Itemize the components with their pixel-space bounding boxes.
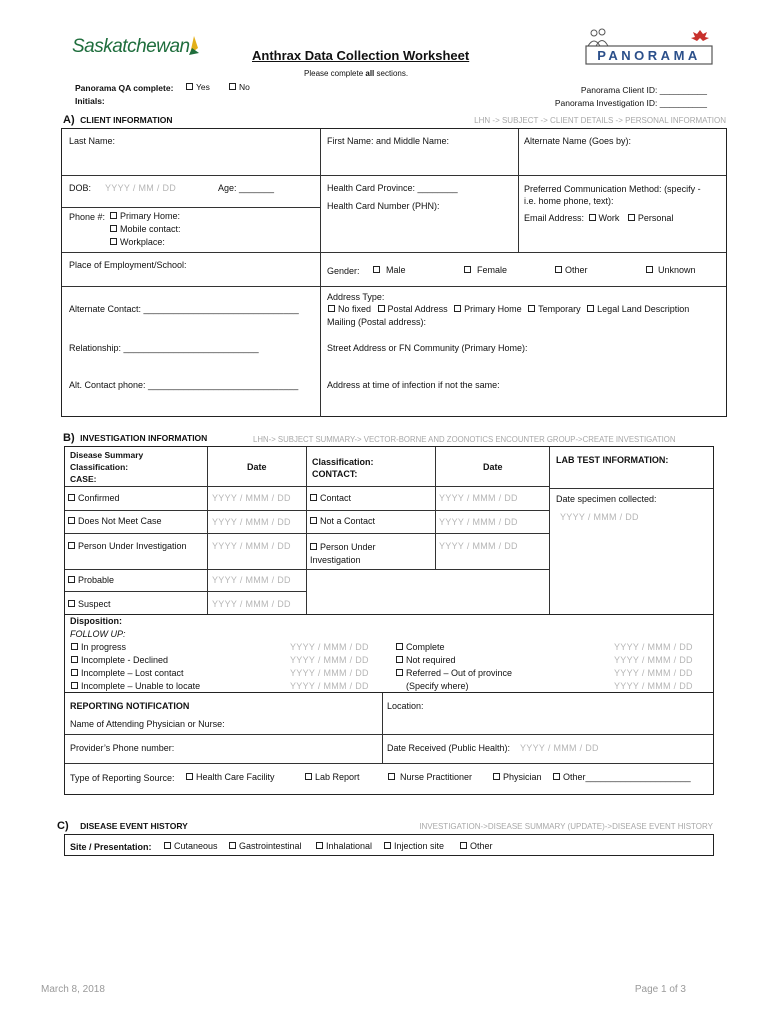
health-card-province-field[interactable]: Health Card Province: ________ — [327, 183, 458, 193]
relationship-field[interactable]: Relationship: ___________________________ — [69, 343, 259, 353]
qa-yes-option[interactable]: Yes — [186, 82, 210, 92]
site-inhalational-option[interactable]: Inhalational — [316, 841, 372, 851]
checkbox-icon — [110, 225, 117, 232]
health-card-number-field[interactable]: Health Card Number (PHN): — [327, 201, 440, 211]
checkbox-icon — [628, 214, 635, 221]
disp-complete-date[interactable]: YYYY / MMM / DD — [614, 642, 693, 652]
disp-referred-option[interactable]: Referred – Out of province — [396, 668, 512, 678]
disp-specify-label: (Specify where) — [406, 681, 469, 691]
alt-contact-phone-field[interactable]: Alt. Contact phone: ______________________________ — [69, 380, 299, 390]
src-physician-option[interactable]: Physician — [493, 772, 542, 782]
checkbox-icon — [589, 214, 596, 221]
dob-input[interactable]: YYYY / MM / DD — [105, 183, 177, 193]
date-received-input[interactable]: YYYY / MMM / DD — [520, 743, 599, 753]
disp-in-progress-option[interactable]: In progress — [71, 642, 126, 652]
panorama-client-id: Panorama Client ID: __________ — [580, 85, 707, 95]
footer-page-number: Page 1 of 3 — [634, 984, 686, 995]
panorama-logo: PANORAMA — [584, 28, 714, 66]
phone-primary-option[interactable]: Primary Home: — [110, 211, 180, 221]
location-field[interactable]: Location: — [387, 701, 424, 711]
checkbox-icon — [328, 305, 335, 312]
checkbox-icon — [555, 266, 562, 273]
checkbox-icon — [229, 83, 236, 90]
addr-nofixed-option[interactable]: No fixed — [328, 304, 371, 314]
lab-test-header: LAB TEST INFORMATION: — [556, 455, 669, 465]
preferred-communication-field[interactable]: Preferred Communication Method: (specify - i.e. home phone, text): — [524, 184, 701, 206]
case-suspect-option[interactable]: Suspect — [68, 599, 111, 609]
src-lab-option[interactable]: Lab Report — [305, 772, 360, 782]
checkbox-icon — [396, 643, 403, 650]
checkbox-icon — [646, 266, 653, 273]
contact-pui-date[interactable]: YYYY / MMM / DD — [439, 541, 518, 551]
checkbox-icon — [110, 212, 117, 219]
checkbox-icon — [71, 669, 78, 676]
checkbox-icon — [378, 305, 385, 312]
reporting-notification-label: REPORTING NOTIFICATION — [70, 701, 190, 711]
checkbox-icon — [384, 842, 391, 849]
case-confirmed-date[interactable]: YYYY / MMM / DD — [212, 493, 291, 503]
checkbox-icon — [310, 494, 317, 501]
section-c-path: INVESTIGATION->DISEASE SUMMARY (UPDATE)->DISEASE EVENT HISTORY — [419, 822, 713, 831]
disp-referred-date[interactable]: YYYY / MMM / DD — [614, 668, 693, 678]
mailing-address-field[interactable]: Mailing (Postal address): — [327, 317, 427, 327]
checkbox-icon — [310, 543, 317, 550]
page-title: Anthrax Data Collection Worksheet — [252, 48, 470, 63]
site-other-option[interactable]: Other — [460, 841, 493, 851]
checkbox-icon — [587, 305, 594, 312]
attending-physician-field[interactable]: Name of Attending Physician or Nurse: — [70, 719, 225, 729]
checkbox-icon — [110, 238, 117, 245]
checkbox-icon — [164, 842, 171, 849]
addr-temporary-option[interactable]: Temporary — [528, 304, 581, 314]
case-probable-option[interactable]: Probable — [68, 575, 114, 585]
disp-declined-date[interactable]: YYYY / MMM / DD — [290, 655, 369, 665]
checkbox-icon — [310, 517, 317, 524]
alternate-name-field[interactable]: Alternate Name (Goes by): — [524, 136, 632, 146]
gender-label: Gender: — [327, 266, 360, 276]
case-not-meet-date[interactable]: YYYY / MMM / DD — [212, 517, 291, 527]
panorama-investigation-id: Panorama Investigation ID: __________ — [554, 98, 707, 108]
disp-lost-option[interactable]: Incomplete – Lost contact — [71, 668, 184, 678]
gender-unknown-option[interactable]: Unknown — [646, 265, 696, 275]
disp-unable-date[interactable]: YYYY / MMM / DD — [290, 681, 369, 691]
first-name-field[interactable]: First Name: and Middle Name: — [327, 136, 450, 146]
case-confirmed-option[interactable]: Confirmed — [68, 493, 120, 503]
contact-classification-header: Classification: CONTACT: — [312, 457, 374, 479]
contact-pui-option[interactable]: Person Under Investigation — [310, 542, 376, 565]
checkbox-icon — [396, 656, 403, 663]
case-probable-date[interactable]: YYYY / MMM / DD — [212, 575, 291, 585]
checkbox-icon — [68, 600, 75, 607]
not-contact-option[interactable]: Not a Contact — [310, 516, 375, 526]
case-classification-header: Disease Summary Classification: CASE: — [70, 450, 144, 484]
case-date-header: Date — [247, 462, 267, 472]
checkbox-icon — [373, 266, 380, 273]
wheat-icon — [188, 34, 200, 56]
disp-specify-date[interactable]: YYYY / MMM / DD — [614, 681, 693, 691]
contact-date[interactable]: YYYY / MMM / DD — [439, 493, 518, 503]
src-hcf-option[interactable]: Health Care Facility — [186, 772, 275, 782]
checkbox-icon — [68, 542, 75, 549]
checkbox-icon — [493, 773, 500, 780]
checkbox-icon — [553, 773, 560, 780]
investigation-table — [64, 446, 714, 615]
checkbox-icon — [186, 83, 193, 90]
section-b-heading: B) INVESTIGATION INFORMATION — [63, 432, 208, 444]
phone-label: Phone #: — [69, 212, 106, 222]
address-at-infection-field[interactable]: Address at time of infection if not the same: — [327, 380, 500, 390]
address-type-label: Address Type: — [327, 292, 385, 302]
initials-label: Initials: — [75, 96, 105, 106]
checkbox-icon — [464, 266, 471, 273]
disp-not-required-option[interactable]: Not required — [396, 655, 456, 665]
section-c-heading: C) DISEASE EVENT HISTORY — [57, 820, 188, 832]
case-not-meet-option[interactable]: Does Not Meet Case — [68, 516, 162, 526]
checkbox-icon — [68, 517, 75, 524]
not-contact-date[interactable]: YYYY / MMM / DD — [439, 517, 518, 527]
date-specimen-input[interactable]: YYYY / MMM / DD — [560, 512, 639, 522]
section-a-path: LHN -> SUBJECT -> CLIENT DETAILS -> PERSONAL INFORMATION — [474, 116, 726, 125]
disposition-label: Disposition: — [70, 616, 122, 626]
section-b-path: LHN-> SUBJECT SUMMARY-> VECTOR-BORNE AND ZOONOTICS ENCOUNTER GROUP->CREATE INVESTIGATION — [253, 435, 676, 444]
site-presentation-label: Site / Presentation: — [70, 842, 152, 852]
checkbox-icon — [388, 773, 395, 780]
gender-other-option[interactable]: Other — [555, 265, 588, 275]
site-injection-option[interactable]: Injection site — [384, 841, 444, 851]
addr-primary-option[interactable]: Primary Home — [454, 304, 522, 314]
checkbox-icon — [71, 682, 78, 689]
site-gastro-option[interactable]: Gastrointestinal — [229, 841, 302, 851]
contact-option[interactable]: Contact — [310, 493, 351, 503]
disp-in-progress-date[interactable]: YYYY / MMM / DD — [290, 642, 369, 652]
checkbox-icon — [186, 773, 193, 780]
disp-unable-option[interactable]: Incomplete – Unable to locate — [71, 681, 200, 691]
date-specimen-label: Date specimen collected: — [556, 494, 657, 504]
addr-postal-option[interactable]: Postal Address — [378, 304, 448, 314]
case-pui-option[interactable]: Person Under Investigation — [68, 541, 187, 551]
address-type-options — [328, 304, 689, 314]
page-subtitle: Please complete all sections. — [304, 69, 409, 78]
alternate-contact-field[interactable]: Alternate Contact: _______________________________ — [69, 304, 299, 314]
checkbox-icon — [71, 643, 78, 650]
checkbox-icon — [396, 669, 403, 676]
checkbox-icon — [460, 842, 467, 849]
case-pui-date[interactable]: YYYY / MMM / DD — [212, 541, 291, 551]
disp-lost-date[interactable]: YYYY / MMM / DD — [290, 668, 369, 678]
checkbox-icon — [71, 656, 78, 663]
street-address-field[interactable]: Street Address or FN Community (Primary Home): — [327, 343, 528, 353]
disp-not-required-date[interactable]: YYYY / MMM / DD — [614, 655, 693, 665]
qa-complete-label: Panorama QA complete: — [75, 83, 174, 93]
checkbox-icon — [68, 494, 75, 501]
case-suspect-date[interactable]: YYYY / MMM / DD — [212, 599, 291, 609]
phone-mobile-option[interactable]: Mobile contact: — [110, 224, 181, 234]
dob-label: DOB: — [69, 183, 92, 193]
qa-no-option[interactable]: No — [229, 82, 250, 92]
contact-date-header: Date — [483, 462, 503, 472]
footer-date: March 8, 2018 — [41, 984, 105, 995]
last-name-field[interactable]: Last Name: — [69, 136, 116, 146]
checkbox-icon — [528, 305, 535, 312]
checkbox-icon — [229, 842, 236, 849]
age-field[interactable]: Age: _______ — [218, 183, 275, 193]
addr-legal-option[interactable]: Legal Land Description — [587, 304, 689, 314]
date-received-label: Date Received (Public Health): — [387, 743, 511, 753]
provider-phone-field[interactable]: Provider’s Phone number: — [70, 743, 175, 753]
employment-field[interactable]: Place of Employment/School: — [69, 260, 187, 270]
disp-declined-option[interactable]: Incomplete - Declined — [71, 655, 168, 665]
reporting-source-label: Type of Reporting Source: — [70, 773, 175, 783]
disp-complete-option[interactable]: Complete — [396, 642, 445, 652]
checkbox-icon — [454, 305, 461, 312]
src-other-option[interactable]: Other_____________________ — [553, 772, 691, 782]
follow-up-label: FOLLOW UP: — [70, 629, 126, 639]
phone-work-option[interactable]: Workplace: — [110, 237, 165, 247]
gender-male-option[interactable]: Male — [373, 265, 406, 275]
checkbox-icon — [316, 842, 323, 849]
checkbox-icon — [68, 576, 75, 583]
saskatchewan-logo: Saskatchewan — [72, 36, 190, 58]
checkbox-icon — [305, 773, 312, 780]
email-address-field[interactable]: Email Address: Work Personal — [524, 213, 674, 223]
gender-female-option[interactable]: Female — [464, 265, 507, 275]
section-a-heading: A) CLIENT INFORMATION — [63, 114, 173, 126]
site-cutaneous-option[interactable]: Cutaneous — [164, 841, 218, 851]
src-np-option[interactable]: Nurse Practitioner — [388, 772, 472, 782]
